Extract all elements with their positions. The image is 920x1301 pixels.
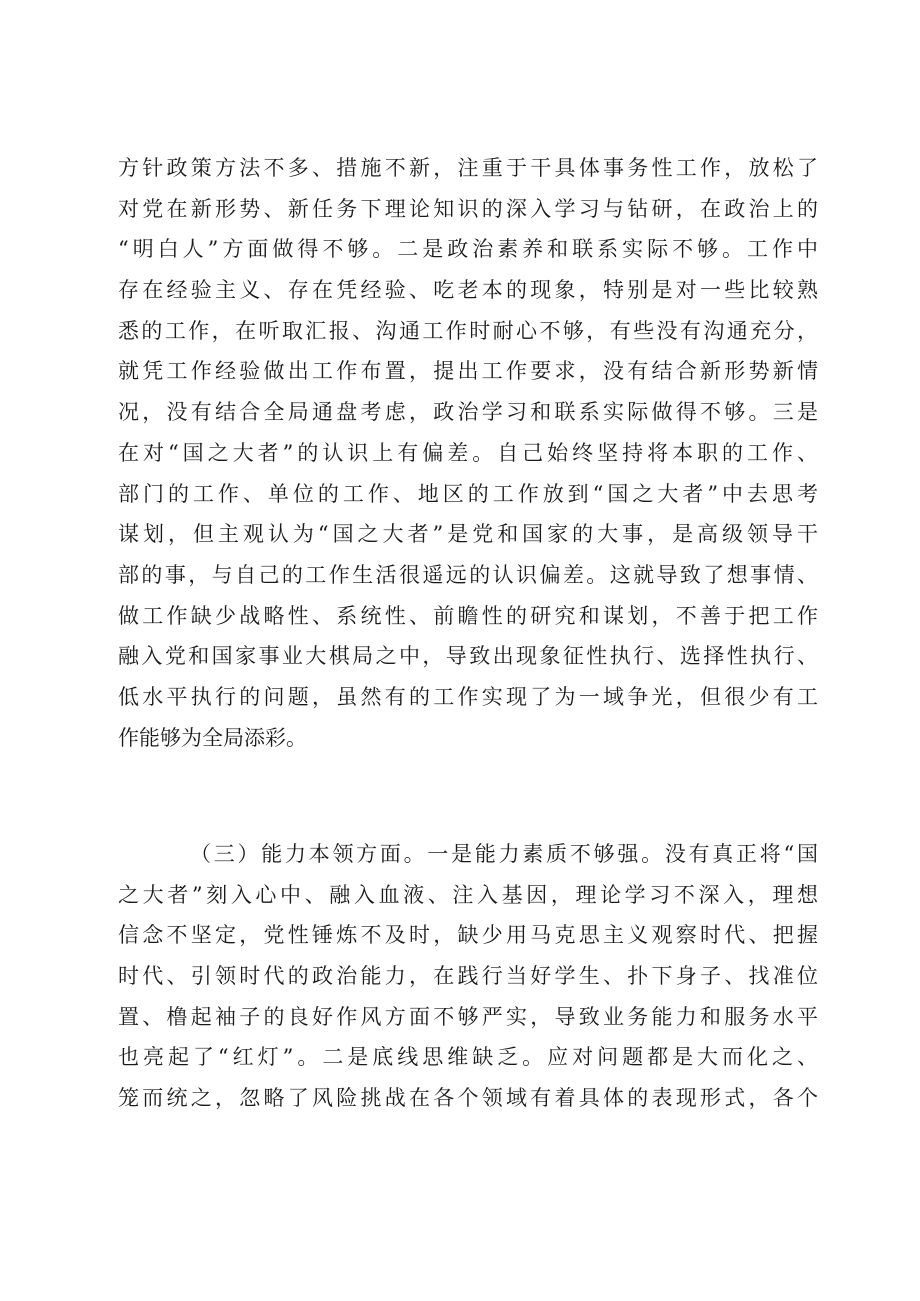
paragraph-line: 融入党和国家事业大棋局之中，导致出现象征性执行、选择性执行、 xyxy=(118,644,818,669)
paragraph-line: 谋划，但主观认为“国之大者”是党和国家的大事，是高级领导干 xyxy=(118,522,818,547)
paragraph-line: 低水平执行的问题，虽然有的工作实现了为一域争光，但很少有工 xyxy=(118,684,818,709)
paragraph-line: 笼而统之，忽略了风险挑战在各个领域有着具体的表现形式，各个 xyxy=(118,1086,818,1111)
paragraph-line: 悉的工作，在听取汇报、沟通工作时耐心不够，有些没有沟通充分， xyxy=(118,318,818,343)
paragraph-1 xyxy=(118,148,818,758)
paragraph-line: 部的事，与自己的工作生活很遥远的认识偏差。这就导致了想事情、 xyxy=(118,562,818,587)
paragraph-line: 方针政策方法不多、措施不新，注重于干具体事务性工作，放松了 xyxy=(118,156,818,180)
paragraph-line: 之大者”刻入心中、融入血液、注入基因，理论学习不深入，理想 xyxy=(118,882,818,907)
paragraph-line: 对党在新形势、新任务下理论知识的深入学习与钻研，在政治上的 xyxy=(118,196,818,221)
paragraph-line: 部门的工作、单位的工作、地区的工作放到“国之大者”中去思考 xyxy=(118,481,818,506)
paragraph-line: 置、橹起袖子的良好作风方面不够严实，导致业务能力和服务水平 xyxy=(118,1004,818,1029)
paragraph-line-indented: （三）能力本领方面。一是能力素质不够强。没有真正将“国 xyxy=(190,842,818,866)
paragraph-line: 时代、引领时代的政治能力，在践行当好学生、扑下身子、找准位 xyxy=(118,964,818,989)
paragraph-line: 在对“国之大者”的认识上有偏差。自己始终坚持将本职的工作、 xyxy=(118,440,818,465)
paragraph-2 xyxy=(118,834,818,1119)
paragraph-line: 信念不坚定，党性锤炼不及时，缺少用马克思主义观察时代、把握 xyxy=(118,923,818,948)
paragraph-line: 也亮起了“红灯”。二是底线思维缺乏。应对问题都是大而化之、 xyxy=(118,1045,818,1070)
paragraph-line: 况，没有结合全局通盘考虑，政治学习和联系实际做得不够。三是 xyxy=(118,400,818,425)
paragraph-line: 做工作缺少战略性、系统性、前瞻性的研究和谋划，不善于把工作 xyxy=(118,603,818,628)
paragraph-line: 就凭工作经验做出工作布置，提出工作要求，没有结合新形势新情 xyxy=(118,359,818,384)
paragraph-line: 存在经验主义、存在凭经验、吃老本的现象，特别是对一些比较熟 xyxy=(118,278,818,303)
paragraph-line: “明白人”方面做得不够。二是政治素养和联系实际不够。工作中 xyxy=(118,237,818,262)
paragraph-line: 作能够为全局添彩。 xyxy=(118,725,307,750)
